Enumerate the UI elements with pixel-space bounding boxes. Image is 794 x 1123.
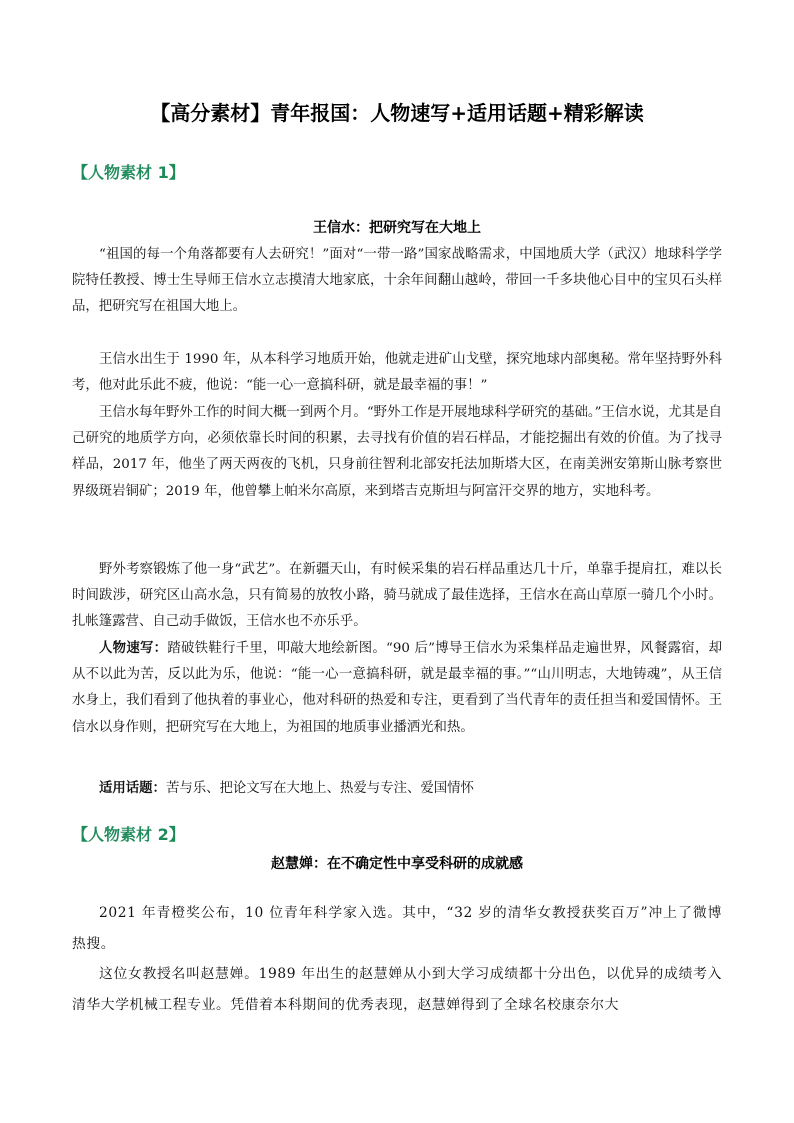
paragraph: “祖国的每一个角落都要有人去研究！”面对“一带一路”国家战略需求，中国地质大学（武汉）地球科学学院特任教授、博士生导师王信水立志摸清大地家底，十余年间翻山越岭，带回一千多块他心目中的宝贝石头样品，把研究写在祖国大地上。: [72, 247, 722, 315]
section-tag-2: 【人物素材 2】: [72, 825, 185, 844]
character-sketch-paragraph: [72, 636, 722, 741]
topics-text: 苦与乐、把论文写在大地上、热爱与专注、爱国情怀: [165, 781, 474, 796]
paragraph: 野外考察锻炼了他一身“武艺”。在新疆天山，有时候采集的岩石样品重达几十斤，单靠手提肩扛，难以长时间跋涉，研究区山高水急，只有简易的放牧小路，骑马就成了最佳选择，王信水在高山草原一骑几个小时。扎帐篷露营、自己动手做饭，王信水也不亦乐乎。: [72, 562, 722, 630]
topics-label: 适用话题：: [99, 781, 166, 796]
paragraph: 2021 年青橙奖公布，10 位青年科学家入选。其中，“32 岁的清华女教授获奖百万”冲上了微博热搜。: [72, 905, 722, 952]
document-title: 【高分素材】青年报国：人物速写+适用话题+精彩解读: [150, 101, 644, 125]
paragraph: 王信水出生于 1990 年，从本科学习地质开始，他就走进矿山戈壁，探究地球内部奥秘。常年坚持野外科考，他对此乐此不疲，他说：“能一心一意搞科研，就是最幸福的事！”: [72, 352, 722, 394]
section-subtitle-2: 赵慧婵：在不确定性中享受科研的成就感: [271, 856, 523, 872]
section-subtitle-1: 王信水：把研究写在大地上: [313, 220, 481, 236]
sketch-label: 人物速写：: [99, 641, 168, 656]
topics-paragraph: [72, 776, 722, 802]
paragraph: 这位女教授名叫赵慧婵。1989 年出生的赵慧婵从小到大学习成绩都十分出色，以优异的成绩考入清华大学机械工程专业。凭借着本科期间的优秀表现，赵慧婵得到了全球名校康奈尔大: [72, 966, 722, 1013]
sketch-text: 踏破铁鞋行千里，叩敲大地绘新图。“90 后”博导王信水为采集样品走遍世界，风餐露宿，却从不以此为苦，反以此为乐，他说：“能一心一意搞科研，就是最幸福的事。”“山川明志，大地铸魂”，从王信水身上，我们看到了他执着的事业心，他对科研的热爱和专注，更看到了当代青年的责任担当和爱国情怀。王信水以身作则，把研究写在大地上，为祖国的地质事业播洒光和热。: [72, 641, 723, 735]
section-tag-1: 【人物素材 1】: [72, 163, 185, 182]
paragraph: 王信水每年野外工作的时间大概一到两个月。“野外工作是开展地球科学研究的基础。”王信水说，尤其是自己研究的地质学方向，必须依靠长时间的积累，去寻找有价值的岩石样品，才能挖掘出有效的价值。为了找寻样品，2017 年，他坐了两天两夜的飞机，只身前往智利北部安托法加斯塔大区，在南美洲安第斯山脉考察世界级斑岩铜矿；2019 年，他曾攀上帕米尔高原，来到塔吉克斯坦与阿富汗交界的地方，实地科考。: [72, 405, 722, 499]
